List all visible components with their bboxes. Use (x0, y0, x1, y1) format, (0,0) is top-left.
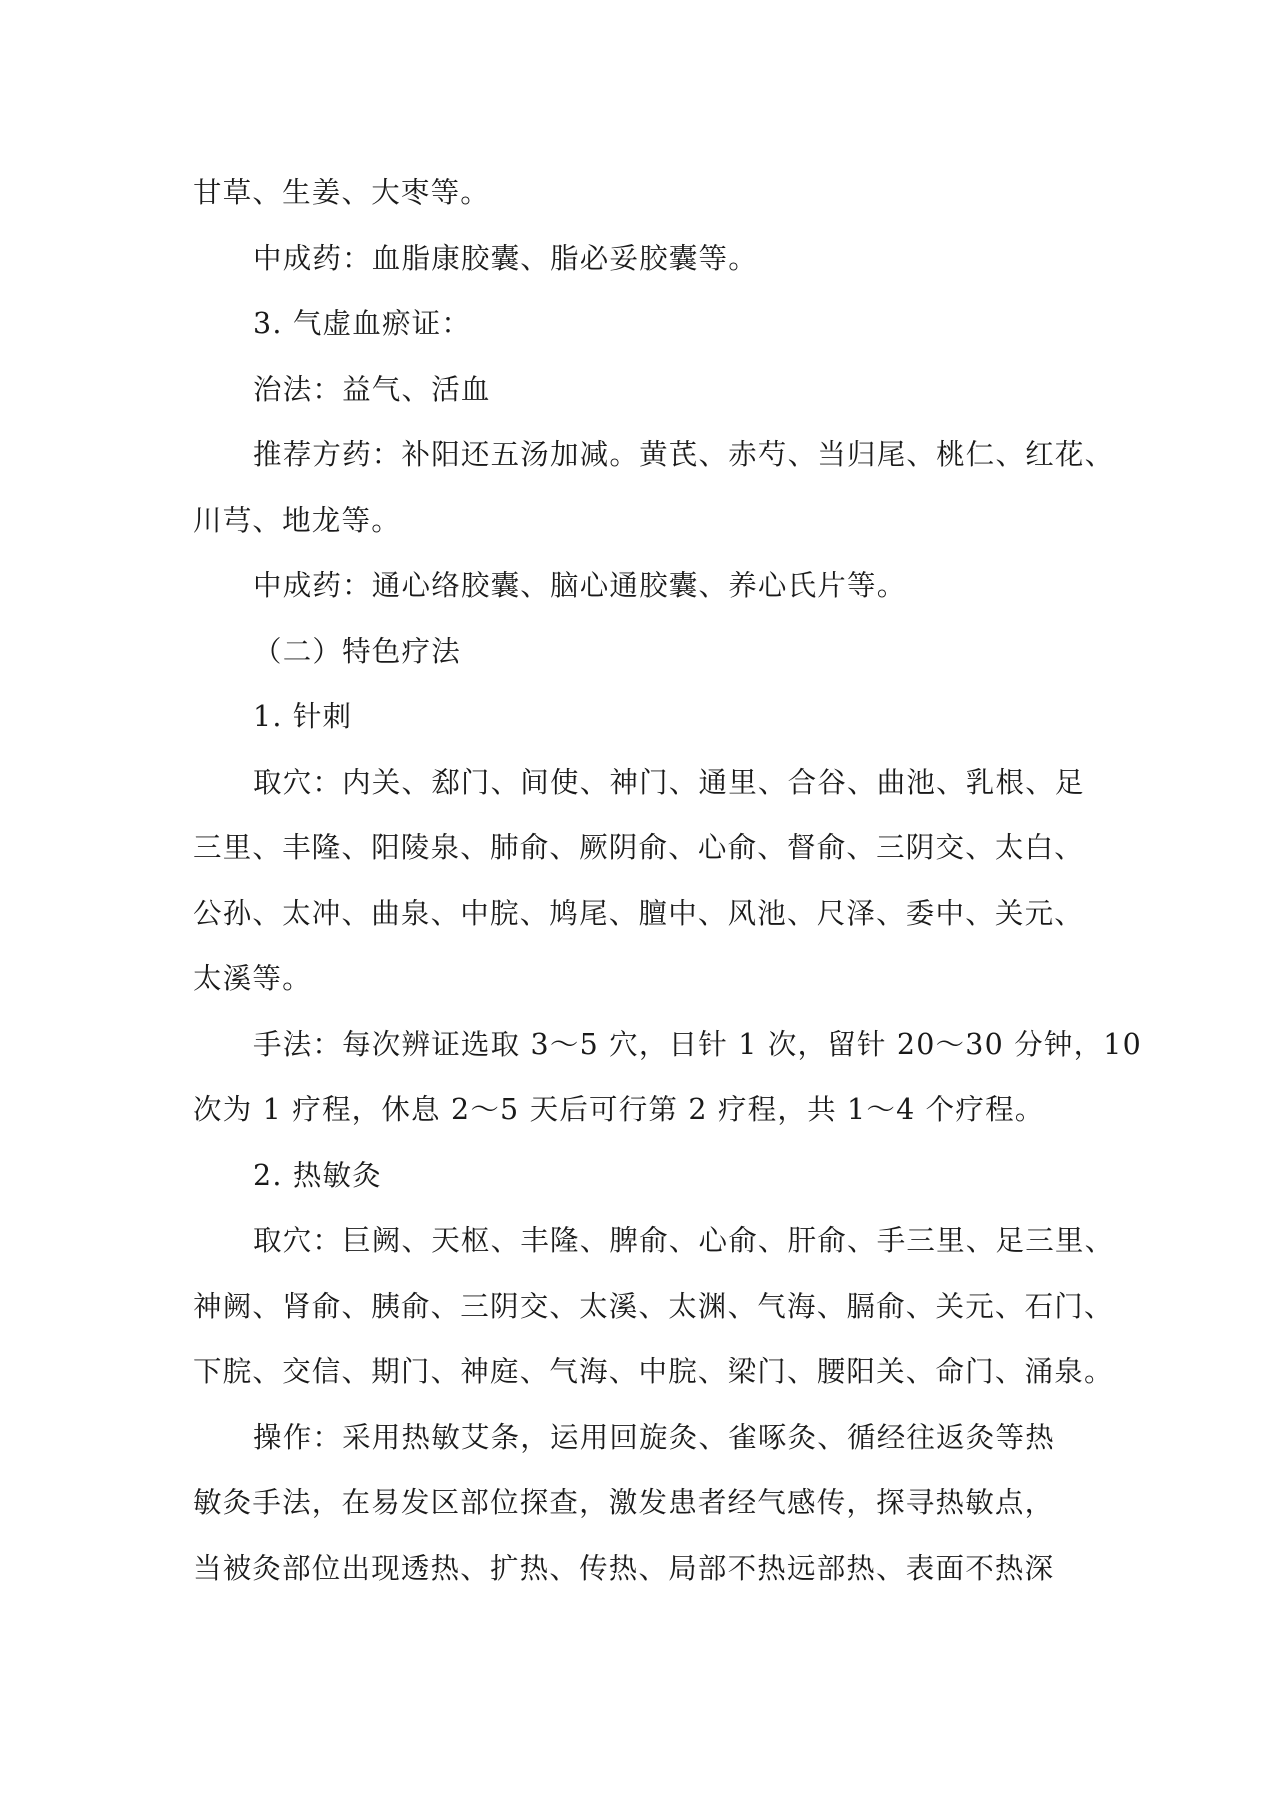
text-line: 操作：采用热敏艾条，运用回旋灸、雀啄灸、循经往返灸等热 (253, 1420, 1055, 1454)
text-line: 当被灸部位出现透热、扩热、传热、局部不热远部热、表面不热深 (193, 1551, 1055, 1585)
text-line: 取穴：内关、郄门、间使、神门、通里、合谷、曲池、乳根、足 (253, 765, 1085, 799)
text-line: 公孙、太冲、曲泉、中脘、鸠尾、膻中、风池、尺泽、委中、关元、 (193, 896, 1085, 930)
section-heading: 2. 热敏灸 (253, 1158, 382, 1192)
text-line: 治法：益气、活血 (253, 372, 491, 406)
text-line: 中成药：血脂康胶囊、脂必妥胶囊等。 (253, 241, 758, 275)
section-heading: 3. 气虚血瘀证： (253, 307, 472, 340)
section-heading: 1. 针刺 (253, 700, 353, 733)
text-line: 太溪等。 (193, 962, 312, 995)
text-line: 推荐方药：补阳还五汤加减。黄芪、赤芍、当归尾、桃仁、红花、 (253, 438, 1115, 471)
text-line: 取穴：巨阙、天枢、丰隆、脾俞、心俞、肝俞、手三里、足三里、 (253, 1224, 1115, 1257)
text-line: 下脘、交信、期门、神庭、气海、中脘、梁门、腰阳关、命门、涌泉。 (193, 1355, 1114, 1388)
text-line: 中成药：通心络胶囊、脑心通胶囊、养心氏片等。 (253, 569, 907, 602)
text-line: 甘草、生姜、大枣等。 (193, 176, 491, 209)
text-line: 手法：每次辨证选取 3～5 穴，日针 1 次，留针 20～30 分钟，10 (253, 1027, 1142, 1061)
body-text (193, 160, 1142, 1601)
text-line: 三里、丰隆、阳陵泉、肺俞、厥阴俞、心俞、督俞、三阴交、太白、 (193, 831, 1085, 864)
text-line: 次为 1 疗程，休息 2～5 天后可行第 2 疗程，共 1～4 个疗程。 (193, 1093, 1045, 1126)
text-line: 神阙、肾俞、胰俞、三阴交、太溪、太渊、气海、膈俞、关元、石门、 (193, 1289, 1114, 1323)
text-line: 敏灸手法，在易发区部位探查，激发患者经气感传，探寻热敏点， (193, 1486, 1055, 1519)
text-line: 川芎、地龙等。 (193, 503, 401, 537)
section-heading: （二）特色疗法 (253, 634, 461, 668)
